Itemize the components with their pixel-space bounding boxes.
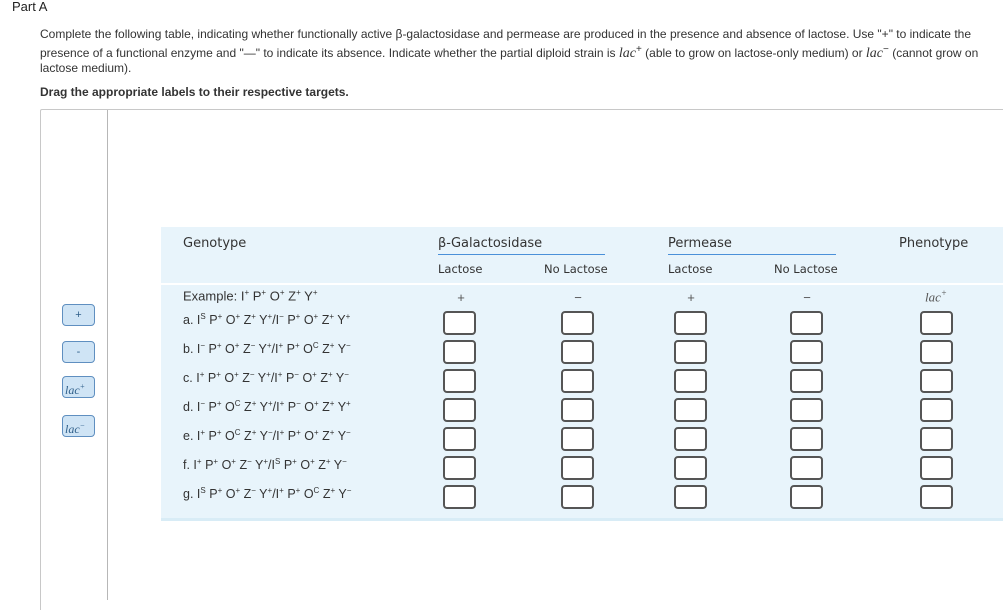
row-label-g	[183, 486, 351, 501]
genotype-symbol: I	[240, 288, 245, 304]
row-label-a	[183, 312, 350, 327]
genotype-symbol: Y	[259, 429, 268, 444]
sub-bgal-no-lactose: No Lactose	[544, 262, 608, 276]
drop-target-c-phenotype[interactable]	[920, 369, 953, 393]
genotype-symbol: O	[303, 342, 313, 357]
genotype-superscript: +	[199, 370, 205, 379]
genotype-superscript: +	[329, 428, 335, 437]
genotype-symbol: Z	[288, 288, 297, 304]
drop-target-d-perm-lactose[interactable]	[674, 398, 707, 422]
genotype-symbol: O	[225, 400, 235, 415]
genotype-symbol: Z	[322, 487, 331, 502]
genotype-superscript: +	[216, 341, 222, 350]
drop-target-a-bgal-lactose[interactable]	[443, 311, 476, 335]
genotype-superscript: +	[294, 341, 300, 350]
genotype-symbol: P	[283, 458, 293, 473]
genotype-symbol: Z	[243, 487, 252, 502]
genotype-superscript: +	[267, 312, 273, 321]
genotype-symbol: P	[208, 429, 217, 444]
genotype-symbol: Y	[337, 313, 346, 328]
genotype-superscript: C	[312, 341, 319, 350]
genotype-symbol: O	[303, 487, 314, 502]
genotype-symbol: O	[221, 458, 232, 473]
drop-target-g-phenotype[interactable]	[920, 485, 953, 509]
row-letter: b.	[183, 342, 197, 357]
genotype-symbol: I	[276, 429, 280, 444]
genotype-symbol: O	[300, 458, 311, 473]
genotype-symbol: I	[275, 313, 280, 328]
genotype-superscript: +	[329, 312, 335, 321]
genotype-symbol: O	[225, 487, 236, 502]
genotype-symbol: P	[287, 313, 296, 328]
genotype-superscript: +	[330, 486, 336, 495]
genotype-superscript: +	[217, 312, 223, 321]
genotype-symbol: /	[272, 313, 276, 328]
genotype-symbol: Y	[259, 400, 268, 415]
drop-target-a-bgal-no-lactose[interactable]	[561, 311, 594, 335]
genotype-superscript: S	[200, 312, 206, 321]
token-bank-divider	[107, 110, 108, 600]
header-phenotype: Phenotype	[899, 236, 969, 251]
genotype-superscript: −	[200, 399, 206, 408]
genotype-symbol: Z	[243, 313, 252, 328]
genotype-superscript: +	[235, 486, 241, 495]
drop-target-f-bgal-no-lactose[interactable]	[561, 456, 594, 480]
drag-instruction: Drag the appropriate labels to their respective targets.	[40, 85, 349, 99]
drop-target-d-phenotype[interactable]	[920, 398, 953, 422]
genotype-superscript: +	[279, 399, 285, 408]
genotype-symbol: I	[271, 458, 275, 473]
genotype-symbol: Z	[322, 342, 330, 357]
row-label-f	[183, 457, 347, 472]
genotype-superscript: +	[278, 341, 284, 350]
drop-target-e-bgal-lactose[interactable]	[443, 427, 476, 451]
genotype-superscript: C	[234, 399, 241, 408]
drop-target-g-perm-no-lactose[interactable]	[790, 485, 823, 509]
example-perm-lactose: +	[687, 290, 695, 305]
genotype-superscript: +	[346, 399, 351, 408]
row-label-d	[183, 399, 351, 414]
genotype-superscript: +	[200, 428, 206, 437]
genotype-superscript: +	[296, 428, 301, 437]
genotype-superscript: +	[279, 428, 285, 437]
sub-bgal-lactose: Lactose	[438, 262, 483, 276]
genotype-superscript: +	[296, 288, 301, 297]
row-letter: a.	[183, 313, 197, 328]
genotype-symbol: Y	[337, 400, 347, 415]
drop-target-f-perm-lactose[interactable]	[674, 456, 707, 480]
genotype-superscript: +	[267, 486, 273, 495]
token-plus[interactable]: +	[62, 304, 95, 326]
row-label-b	[183, 341, 351, 356]
genotype-symbol: I	[274, 371, 278, 386]
genotype-symbol: Y	[304, 288, 313, 304]
drop-target-b-phenotype[interactable]	[920, 340, 953, 364]
genotype-superscript: +	[234, 370, 239, 379]
genotype-superscript: +	[267, 399, 273, 408]
drop-target-f-bgal-lactose[interactable]	[443, 456, 476, 480]
genotype-superscript: +	[217, 486, 223, 495]
genotype-symbol: /	[272, 429, 277, 444]
header-separator	[161, 283, 1003, 285]
genotype-superscript: −	[346, 428, 351, 437]
permease-underline	[668, 254, 836, 255]
genotype-superscript: −	[250, 341, 256, 350]
drop-target-f-perm-no-lactose[interactable]	[790, 456, 823, 480]
drop-target-c-bgal-no-lactose[interactable]	[561, 369, 594, 393]
genotype-symbol: I	[196, 429, 201, 444]
genotype-symbol: O	[225, 342, 235, 357]
genotype-symbol: P	[209, 487, 218, 502]
genotype-superscript: −	[200, 341, 206, 350]
genotype-superscript: +	[313, 312, 319, 321]
genotype-symbol: P	[208, 400, 217, 415]
genotype-symbol: O	[269, 288, 280, 304]
part-title: Part A	[12, 0, 48, 14]
instructions: Complete the following table, indicating whether functionally active β-galactosidase and permease are produced in the presence and absence of lactose. Use "+" to indicate the presence of a functional enzyme and "—" to indicate its absence. Indicate whether the partial diploid strain is lac+ (able to grow on lactose-only medium) or lac− (cannot grow on lactose medium).	[40, 27, 979, 75]
row-label-e	[183, 428, 351, 443]
genotype-superscript: S	[275, 457, 281, 466]
genotype-symbol: /	[271, 342, 275, 357]
drop-target-e-perm-lactose[interactable]	[674, 427, 707, 451]
genotype-symbol: Z	[321, 313, 330, 328]
genotype-symbol: I	[196, 487, 201, 502]
genotype-superscript: −	[267, 428, 273, 437]
genotype-superscript: +	[244, 288, 250, 297]
genotype-symbol: O	[225, 429, 235, 444]
genotype-symbol: O	[302, 371, 313, 386]
genotype-superscript: +	[266, 341, 272, 350]
genotype-superscript: +	[266, 370, 271, 379]
genotype-symbol: Y	[337, 429, 347, 444]
drop-target-a-perm-lactose[interactable]	[674, 311, 707, 335]
drop-target-b-perm-no-lactose[interactable]	[790, 340, 823, 364]
header-genotype: Genotype	[183, 236, 247, 251]
genotype-symbol: I	[196, 400, 201, 415]
drop-target-d-bgal-lactose[interactable]	[443, 398, 476, 422]
genotype-symbol: I	[193, 458, 197, 473]
genotype-superscript: +	[345, 312, 351, 321]
genotype-symbol: /	[268, 458, 272, 473]
drop-target-a-phenotype[interactable]	[920, 311, 953, 335]
genotype-symbol: Z	[244, 400, 252, 415]
genotype-symbol: /	[270, 371, 275, 386]
drop-target-g-bgal-no-lactose[interactable]	[561, 485, 594, 509]
genotype-symbol: Z	[322, 429, 330, 444]
genotype-superscript: +	[196, 457, 202, 466]
drop-target-e-phenotype[interactable]	[920, 427, 953, 451]
genotype-symbol: Y	[259, 313, 268, 328]
genotype-symbol: O	[304, 429, 314, 444]
genotype-superscript: C	[313, 486, 320, 495]
drop-target-d-perm-no-lactose[interactable]	[790, 398, 823, 422]
genotype-superscript: +	[327, 370, 333, 379]
genotype-symbol: Z	[242, 342, 251, 357]
row-letter: e.	[183, 429, 197, 444]
example-phenotype-text: lac	[925, 289, 941, 305]
example-bgal-no-lactose: −	[574, 290, 582, 305]
genotype-superscript: +	[251, 428, 257, 437]
token-minus[interactable]: -	[62, 341, 95, 363]
genotype-superscript: −	[342, 457, 347, 466]
genotype-superscript: −	[344, 370, 349, 379]
example-phenotype	[921, 288, 951, 305]
drop-target-b-perm-lactose[interactable]	[674, 340, 707, 364]
genotype-symbol: P	[205, 458, 214, 473]
token-lac-minus[interactable]: lac−	[62, 415, 95, 437]
genotype-symbol: Y	[257, 371, 267, 386]
row-letter: g.	[183, 487, 197, 502]
genotype-superscript: +	[261, 288, 267, 297]
genotype-superscript: −	[249, 370, 255, 379]
genotype-superscript: +	[325, 457, 331, 466]
genotype-symbol: P	[209, 313, 218, 328]
row-letter: f.	[183, 458, 194, 473]
genotype-superscript: C	[234, 428, 241, 437]
sub-perm-lactose: Lactose	[668, 262, 713, 276]
genotype-symbol: I	[196, 371, 200, 386]
genotype-symbol: Y	[337, 342, 347, 357]
genotype-superscript: +	[279, 288, 285, 297]
genotype-symbol: I	[196, 342, 201, 357]
drop-target-b-bgal-no-lactose[interactable]	[561, 340, 594, 364]
genotype-symbol: Z	[318, 458, 326, 473]
genotype-superscript: +	[251, 312, 256, 321]
example-bgal-lactose: +	[457, 290, 465, 305]
genotype-superscript: −	[346, 341, 351, 350]
genotype-superscript: −	[247, 457, 252, 466]
genotype-superscript: +	[231, 457, 236, 466]
drop-target-b-bgal-lactose[interactable]	[443, 340, 476, 364]
genotype-superscript: +	[235, 312, 241, 321]
genotype-symbol: P	[207, 371, 217, 386]
genotype-superscript: −	[279, 312, 284, 321]
sub-perm-no-lactose: No Lactose	[774, 262, 838, 276]
genotype-symbol: I	[275, 487, 280, 502]
example-phenotype-sup: +	[940, 288, 947, 298]
drop-target-e-perm-no-lactose[interactable]	[790, 427, 823, 451]
genotype-superscript: +	[295, 486, 301, 495]
genotype-symbol: O	[224, 371, 235, 386]
genotype-superscript: +	[295, 312, 301, 321]
genotype-superscript: −	[346, 486, 352, 495]
drop-target-c-perm-lactose[interactable]	[674, 369, 707, 393]
genotype-symbol: P	[208, 342, 217, 357]
genotype-superscript: S	[200, 486, 206, 495]
genotype-symbol: Y	[333, 458, 343, 473]
genotype-superscript: +	[312, 370, 317, 379]
genotype-symbol: O	[304, 400, 314, 415]
genotype-superscript: −	[251, 486, 256, 495]
genotype-superscript: +	[216, 399, 222, 408]
genotype-superscript: +	[251, 399, 257, 408]
drop-target-g-perm-lactose[interactable]	[674, 485, 707, 509]
drop-target-d-bgal-no-lactose[interactable]	[561, 398, 594, 422]
genotype-symbol: Z	[242, 371, 250, 386]
header-permease: Permease	[668, 236, 732, 251]
genotype-superscript: +	[216, 428, 222, 437]
genotype-superscript: +	[313, 399, 319, 408]
genotype-symbol: P	[287, 487, 296, 502]
genotype-symbol: I	[196, 313, 201, 328]
genotype-symbol: Y	[258, 342, 267, 357]
genotype-symbol: Z	[239, 458, 248, 473]
genotype-superscript: −	[296, 399, 301, 408]
genotype-superscript: +	[312, 288, 318, 297]
genotype-symbol: I	[275, 342, 279, 357]
genotype-superscript: +	[216, 370, 221, 379]
header-bgal: β-Galactosidase	[438, 236, 543, 251]
genotype-superscript: +	[313, 428, 319, 437]
genotype-superscript: −	[294, 370, 299, 379]
genotype-superscript: +	[279, 486, 284, 495]
genotype-symbol: Z	[320, 371, 328, 386]
bgal-underline	[438, 254, 605, 255]
drop-target-a-perm-no-lactose[interactable]	[790, 311, 823, 335]
genotype-symbol: O	[225, 313, 236, 328]
drop-target-c-perm-no-lactose[interactable]	[790, 369, 823, 393]
genotype-superscript: +	[213, 457, 219, 466]
genotype-symbol: Z	[244, 429, 252, 444]
drop-target-c-bgal-lactose[interactable]	[443, 369, 476, 393]
drop-target-e-bgal-no-lactose[interactable]	[561, 427, 594, 451]
drop-target-g-bgal-lactose[interactable]	[443, 485, 476, 509]
genotype-superscript: +	[292, 457, 297, 466]
genotype-symbol: I	[276, 400, 280, 415]
genotype-symbol: Y	[259, 487, 268, 502]
genotype-superscript: +	[263, 457, 269, 466]
genotype-symbol: Y	[255, 458, 264, 473]
genotype-symbol: P	[252, 288, 262, 304]
drop-target-f-phenotype[interactable]	[920, 456, 953, 480]
genotype-symbol: P	[287, 400, 297, 415]
genotype-symbol: Y	[338, 487, 347, 502]
example-perm-no-lactose: −	[803, 290, 811, 305]
genotype-symbol: Y	[335, 371, 345, 386]
example-genotype	[183, 288, 317, 303]
genotype-superscript: +	[329, 399, 335, 408]
row-letter: c.	[183, 371, 197, 386]
genotype-symbol: P	[285, 371, 295, 386]
genotype-symbol: Z	[322, 400, 330, 415]
genotype-superscript: +	[310, 457, 315, 466]
genotype-superscript: +	[234, 341, 240, 350]
example-prefix: Example:	[183, 288, 241, 304]
genotype-symbol: P	[286, 342, 295, 357]
genotype-superscript: +	[277, 370, 283, 379]
genotype-symbol: O	[303, 313, 314, 328]
genotype-superscript: +	[329, 341, 335, 350]
genotype-symbol: P	[287, 429, 297, 444]
genotype-symbol: /	[272, 487, 276, 502]
token-lac-plus[interactable]: lac+	[62, 376, 95, 398]
genotype-symbol: /	[272, 400, 277, 415]
row-label-c	[183, 370, 349, 385]
row-letter: d.	[183, 400, 197, 415]
